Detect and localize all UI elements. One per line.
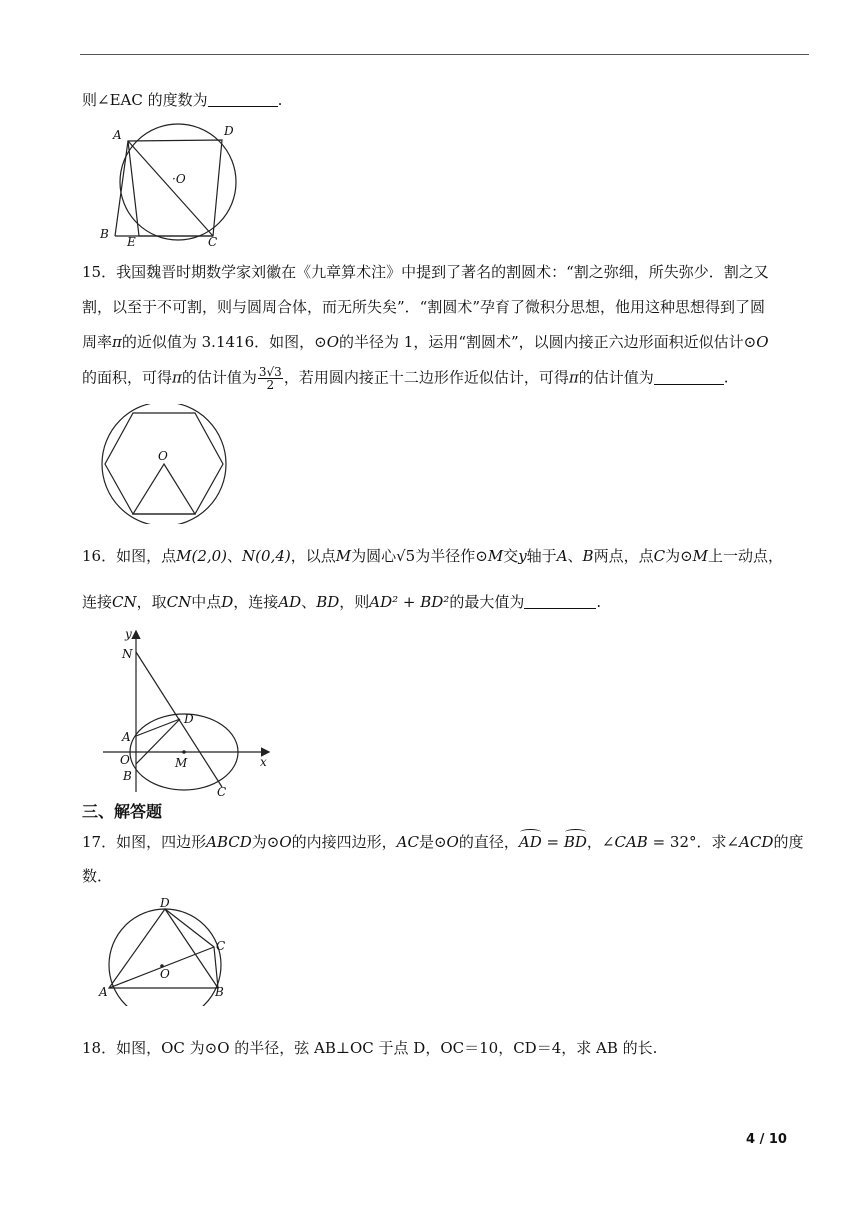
figure-17 bbox=[96, 894, 236, 1006]
q14-prompt: 则∠EAC 的度数为 bbox=[82, 91, 208, 109]
q16-line2: 连接CN，取CN中点D，连接AD、BD，则AD² + BD²的最大值为 . bbox=[82, 593, 602, 611]
header-rule bbox=[80, 54, 809, 55]
label-B: B bbox=[123, 769, 132, 783]
q14-text: 则∠EAC 的度数为 . bbox=[82, 91, 283, 109]
fraction-3root3-over-2: $\frac{3√3}{2}$ bbox=[258, 365, 282, 392]
label-B: B bbox=[100, 227, 109, 241]
label-A: A bbox=[122, 730, 131, 744]
page-number: 4 / 10 bbox=[746, 1132, 787, 1147]
q14-answer-blank bbox=[208, 92, 278, 107]
q17-line2: 数． bbox=[82, 867, 113, 885]
label-O: O bbox=[120, 753, 130, 767]
q16-answer-blank bbox=[524, 594, 596, 609]
q17-line1: 17．如图，四边形ABCD为⊙O的内接四边形，AC是⊙O的直径，AD = BD，∠CAB = 32°．求∠ACD的度 bbox=[82, 833, 804, 851]
label-M: M bbox=[175, 756, 188, 770]
label-A: A bbox=[113, 128, 122, 142]
arc-BD: BD bbox=[563, 833, 587, 851]
label-O: O bbox=[158, 449, 168, 463]
q15-answer-blank bbox=[654, 370, 724, 385]
label-E: E bbox=[127, 235, 136, 248]
label-C: C bbox=[216, 939, 226, 953]
section-heading: 三、解答题 bbox=[82, 802, 163, 821]
label-A: A bbox=[99, 985, 108, 999]
label-O: O bbox=[160, 967, 170, 981]
q18-text: 18．如图，OC 为⊙O 的半径，弦 AB⊥OC 于点 D，OC＝10，CD＝4，求 AB 的长. bbox=[82, 1039, 658, 1057]
q15-line3: 周率π的近似值为 3.1416．如图，⊙O的半径为 1，运用“割圆术”，以圆内接正六边形面积近似估计⊙O bbox=[82, 333, 769, 351]
arc-AD: AD bbox=[518, 833, 542, 851]
label-y: y bbox=[125, 627, 132, 641]
label-N: N bbox=[122, 647, 133, 661]
label-x: x bbox=[260, 755, 267, 769]
label-D: D bbox=[184, 712, 194, 726]
label-D: D bbox=[160, 896, 170, 910]
figure-14 bbox=[96, 116, 246, 248]
label-B: B bbox=[215, 985, 224, 999]
q15-line4: 的面积，可得π的估计值为 $\frac{3√3}{2}$ ，若用圆内接正十二边形作近似估计，可得π的估计值为 . bbox=[82, 365, 729, 392]
label-C: C bbox=[217, 785, 227, 799]
q15-line2: 割，以至于不可割，则与圆周合体，而无所失矣”．“割圆术”孕育了微积分思想，他用这种思想得到了圆 bbox=[82, 298, 766, 316]
figure-16 bbox=[98, 624, 278, 800]
label-O: ·O bbox=[172, 172, 186, 186]
figure-15 bbox=[98, 404, 230, 524]
label-D: D bbox=[224, 124, 234, 138]
q15-line1: 15．我国魏晋时期数学家刘徽在《九章算术注》中提到了著名的割圆术：“割之弥细，所失弥少．割之又 bbox=[82, 263, 769, 281]
q16-line1: 16．如图，点M(2,0)、N(0,4)，以点M为圆心√5为半径作⊙M交y轴于A、B两点，点C为⊙M上一动点， bbox=[82, 547, 784, 565]
label-C: C bbox=[208, 235, 218, 248]
